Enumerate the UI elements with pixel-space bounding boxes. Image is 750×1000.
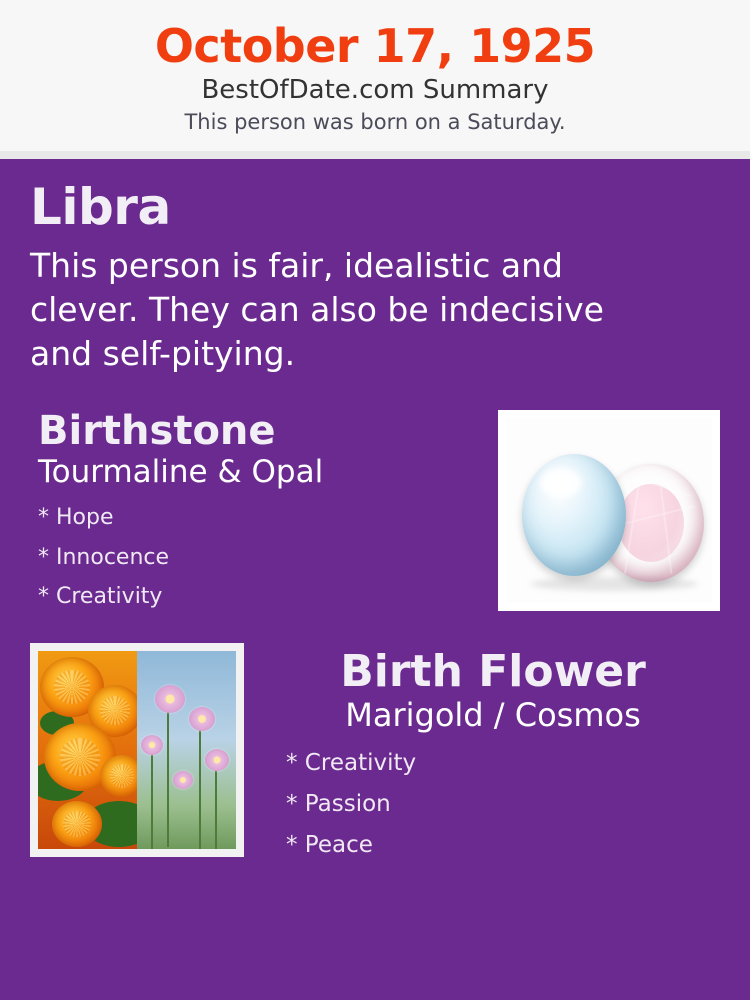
birthstone-name: Tourmaline & Opal	[38, 453, 324, 490]
header	[0, 0, 750, 151]
birth-flower-name: Marigold / Cosmos	[345, 696, 641, 735]
birthstone-image-frame	[498, 410, 720, 611]
birth-flower-text	[266, 643, 720, 866]
birth-flower-image	[38, 651, 236, 849]
list-item: * Peace	[286, 831, 373, 858]
birthstone-traits	[38, 498, 498, 617]
birth-day-note: This person was born on a Saturday.	[184, 110, 566, 135]
list-item: * Passion	[286, 790, 391, 817]
birth-flower-title: Birth Flower	[340, 645, 646, 697]
birthstone-title: Birthstone	[38, 407, 276, 454]
zodiac-sign: Libra	[30, 178, 171, 237]
list-item: * Creativity	[38, 584, 163, 610]
birthstone-image	[506, 418, 712, 603]
main-panel	[0, 159, 750, 1000]
list-item: * Hope	[38, 505, 114, 531]
page-title: October 17, 1925	[154, 19, 596, 73]
cosmos-photo	[137, 651, 236, 849]
birth-flower-traits	[266, 743, 720, 866]
birthstone-text	[30, 407, 498, 617]
birthstone-section	[30, 407, 720, 617]
marigold-photo	[38, 651, 137, 849]
site-name: BestOfDate.com Summary	[201, 75, 549, 106]
list-item: * Innocence	[38, 544, 170, 570]
list-item: * Creativity	[286, 749, 417, 776]
zodiac-description: This person is fair, idealistic and clever. They can also be indecisive and self-pitying.	[30, 245, 604, 373]
birth-flower-section	[30, 643, 720, 866]
gem-shadow	[530, 577, 698, 591]
opal-gem-icon	[522, 454, 626, 576]
birth-flower-image-frame	[30, 643, 244, 857]
header-divider	[0, 151, 750, 159]
